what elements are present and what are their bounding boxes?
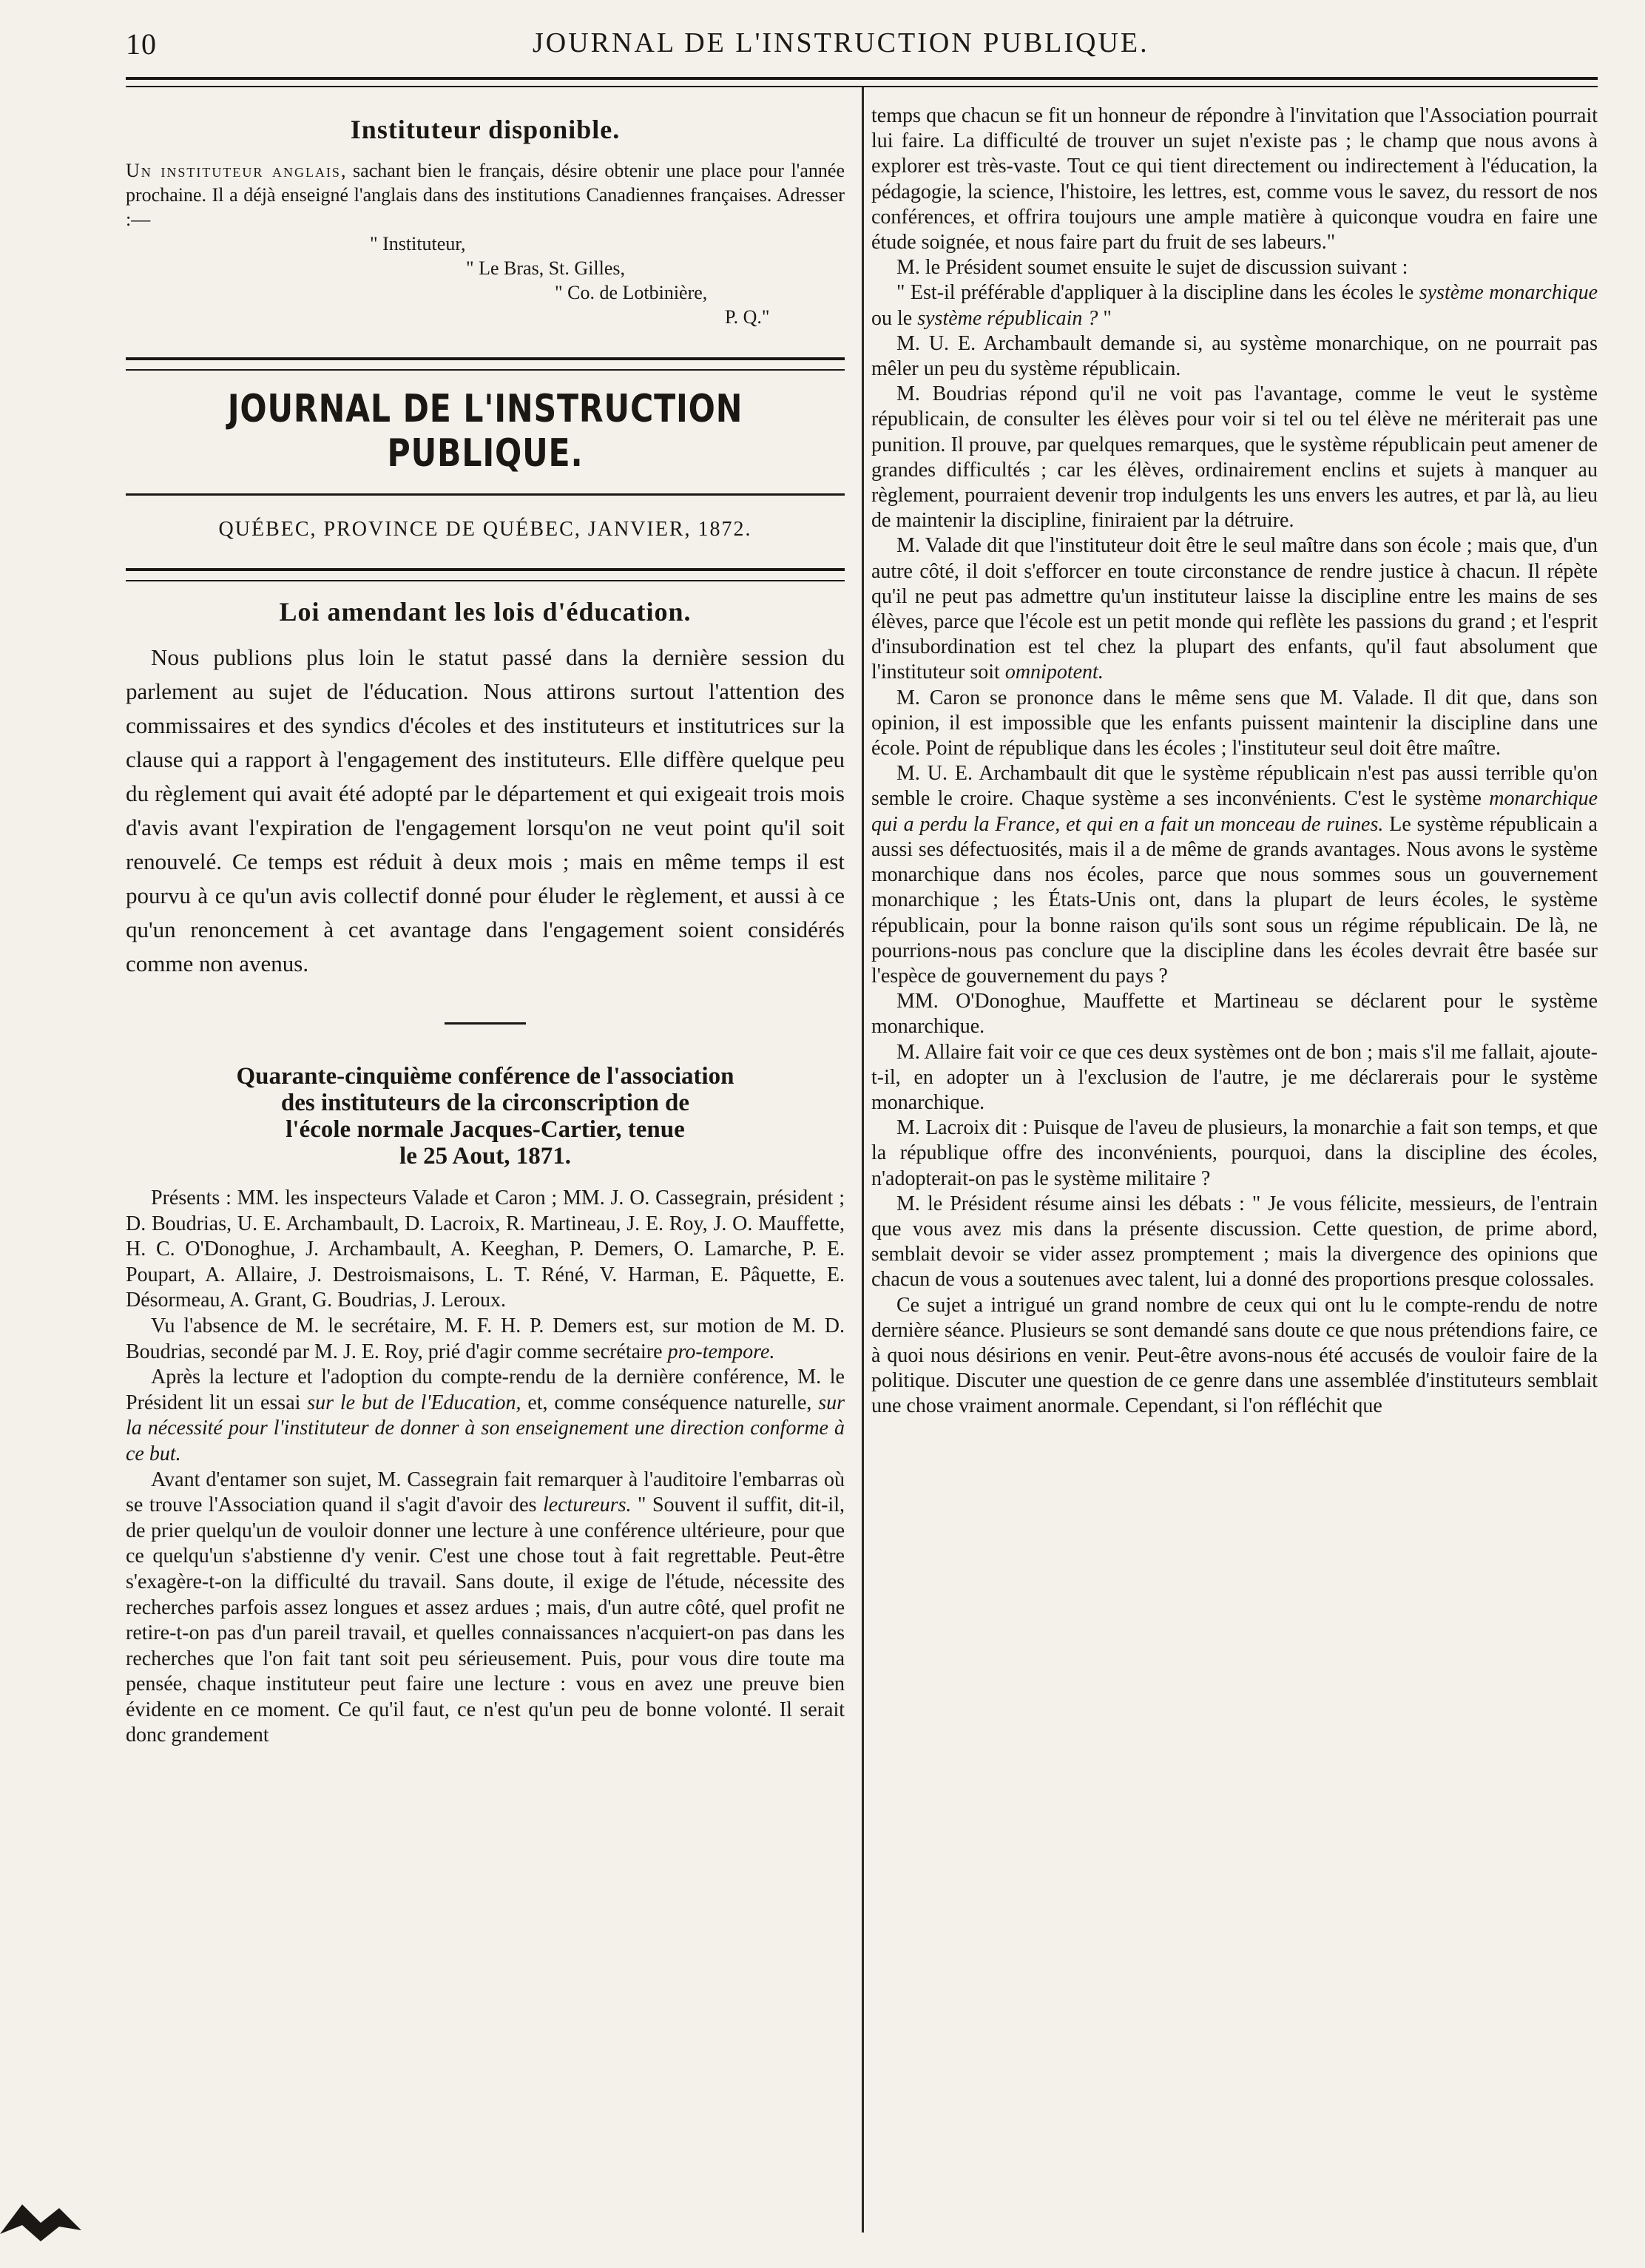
notice-lead: Un instituteur anglais <box>126 160 341 181</box>
allaire-paragraph: M. Allaire fait voir ce que ces deux systèmes ont de bon ; mais s'il me fallait, ajoute-t-il, en adopter un à l'exclusion de l'autre, je me déclarerais pour le système monarchique. <box>871 1040 1598 1114</box>
right-column <box>871 104 1598 1420</box>
notice-body <box>126 158 845 232</box>
notice-address-line: " Instituteur, <box>370 233 466 254</box>
discussion-question <box>871 280 1598 331</box>
archambault-paragraph: M. U. E. Archambault demande si, au système monarchique, on ne pourrait pas mêler un peu du système républicain. <box>871 331 1598 381</box>
dateline: QUÉBEC, PROVINCE DE QUÉBEC, JANVIER, 1872. <box>218 518 752 541</box>
italic-run: monarchique qui a perdu la France, et qui en a fait un monceau de ruines. <box>871 787 1598 836</box>
running-title: JOURNAL DE L'INSTRUCTION PUBLIQUE. <box>533 27 1149 58</box>
header-rule <box>126 77 1598 87</box>
text-run: " <box>1098 306 1112 330</box>
article-title: Loi amendant les lois d'éducation. <box>279 597 692 627</box>
masthead-rule-top <box>126 357 845 371</box>
president-remarks-paragraph <box>126 1468 845 1749</box>
text-run: M. U. E. Archambault dit que le système républicain n'est pas aussi terrible qu'on semble le croire. Chaque système a ses inconvénients. C'est le système <box>871 762 1598 811</box>
continued-paragraph: temps que chacun se fit un honneur de répondre à l'invitation que l'Association pourrait lui faire. La difficulté de trouver un sujet n'existe pas ; le champ que nous avons à explorer est très-vaste. Tout ce qui tient directement ou indirectement à l'éducation, la pédagogie, la science, l'histoire, les lettres, est, comme vous le savez, du ressort de nos conférences, et offrira toujours une ample matière à quiconque voudra en faire une étude soignée, et nous faire part du fruit de ses labeurs." <box>871 104 1598 254</box>
lacroix-paragraph: M. Lacroix dit : Puisque de l'aveu de plusieurs, la monarchie a fait son temps, et que la république offre des inconvénients, pourquoi, dans la discipline des écoles, n'adopterait-on pas le système militaire ? <box>871 1116 1598 1190</box>
italic-run: pro-tempore. <box>667 1340 775 1363</box>
text-run: " Souvent il suffit, dit-il, de prier quelqu'un de vouloir donner une lecture à une conférence ultérieure, pour que ce quelqu'un s'abstienne d'y venir. C'est une chose tout à fait regrettable. Peut-être s'exagère-t-on la difficulté du travail. Sans doute, il exige de l'étude, nécessite des recherches parfois assez longues et assez ardues ; mais, d'un autre côté, quel profit ne retire-t-on pas d'un pareil travail, et quelles connaissances n'acquiert-on pas dans les recherches que l'on fait tant soit peu sérieusement. Puis, pour vous dire toute ma pensée, chaque instituteur peut faire une lecture : vous en avez une preuve bien évidente en ce moment. Ce qu'il faut, ce n'est qu'un peu de bonne volonté. Il serait donc grandement <box>126 1494 845 1747</box>
conference-title <box>126 1063 845 1170</box>
closing-paragraph: Ce sujet a intrigué un grand nombre de ceux qui ont lu le compte-rendu de notre dernière séance. Plusieurs se sont demandé sans doute ce que nous prétendions faire, ce à quoi nous désirions en venir. Peut-être avons-nous été accusés de vouloir faire de la politique. Discuter une question de ce genre dans une assemblée d'instituteurs semblait une chose vraiment anormale. Cependant, si l'on réfléchit que <box>871 1293 1598 1418</box>
text-run: Le système républicain a aussi ses défectuosités, mais il a de même de grands avantages. Nous avons le système monarchique dans nos écoles, parce que nous sommes sous un gouvernement monarchique ; les États-Unis ont, dans la plupart de leurs écoles, le système républicain, pour la bonne raison qu'ils sont sous un régime républicain. De là, ne pourrions-nous pas conclure que la discipline dans les écoles devrait être basée sur l'espèce de gouvernement du pays ? <box>871 812 1598 988</box>
text-run: Vu l'absence de M. le secrétaire, M. F. H. P. Demers est, sur motion de M. D. Boudrias, secondé par M. J. E. Roy, prié d'agir comme secrétaire <box>126 1314 845 1363</box>
section-divider <box>445 1022 526 1025</box>
notice-title: Instituteur disponible. <box>350 115 621 144</box>
article-paragraph: Nous publions plus loin le statut passé dans la dernière session du parlement au sujet de l'éducation. Nous attirons surtout l'attention des commissaires et des syndics d'écoles et des instituteurs et institutrices sur la clause qui a rapport à l'engagement des instituteurs. Elle diffère quelque peu du règlement qui avait été adopté par le département et qui exigeait trois mois d'avis avant l'expiration de l'engagement lorsqu'on ne veut point qu'il soit renouvelé. Ce temps est réduit à deux mois ; mais en même temps il est pourvu à ce qu'un avis collectif donné pour éluder le règlement, et aussi à ce qu'un renoncement à cet avantage dans l'engagement soient considérés comme non avenus. <box>126 644 845 976</box>
conference-title-line: le 25 Aout, 1871. <box>399 1143 571 1170</box>
notice-address-line: P. Q." <box>725 306 770 328</box>
left-column <box>126 104 845 1749</box>
secretary-paragraph <box>126 1314 845 1365</box>
page-number: 10 <box>126 27 157 61</box>
discussion-intro: M. le Président soumet ensuite le sujet de discussion suivant : <box>896 256 1408 280</box>
text-run: Avant d'entamer son sujet, M. Cassegrain fait remarquer à l'auditoire l'embarras où se trouve l'Association quand il s'agit d'avoir des <box>126 1468 845 1517</box>
boudrias-paragraph: M. Boudrias répond qu'il ne voit pas l'avantage, comme le veut le système républicain, de consulter les élèves pour voir si tel ou tel élève ne mériterait pas une punition. Il prouve, par quelques remarques, que le système républicain peut amener de grandes difficultés ; car les élèves, ordinairement enclins et sujets à manquer au règlement, pourraient devenir trop indulgents les uns envers les autres, et par là, au lieu de maintenir la discipline, finiraient par la détruire. <box>871 382 1598 533</box>
text-run: " Est-il préférable d'appliquer à la discipline dans les écoles le <box>896 281 1419 305</box>
text-run: et, comme conséquence naturelle, <box>521 1391 819 1414</box>
notice-address-line: " Co. de Lotbinière, <box>555 282 708 303</box>
text-run: ou le <box>871 306 918 330</box>
masthead-title: JOURNAL DE L'INSTRUCTION PUBLIQUE. <box>227 387 743 476</box>
masthead-rule-bottom <box>126 493 845 496</box>
dateline-rule <box>126 568 845 581</box>
caron-paragraph: M. Caron se prononce dans le même sens que M. Valade. Il dit que, dans son opinion, il est impossible que les enfants puissent maintenir la discipline dans une école. Point de république dans les écoles ; l'instituteur seul doit être maître. <box>871 686 1598 760</box>
column-divider <box>862 87 864 2232</box>
italic-run: système monarchique <box>1419 281 1598 305</box>
conference-title-line: Quarante-cinquième conférence de l'association <box>236 1063 734 1090</box>
italic-run: sur la nécessité pour l'instituteur de donner à son enseignement une direction conforme à ce but. <box>126 1391 845 1465</box>
archambault-reply-paragraph <box>871 761 1598 989</box>
italic-run: système républicain ? <box>917 306 1098 330</box>
italic-run: lectureurs. <box>543 1494 632 1517</box>
italic-run: sur le but de l'Education, <box>307 1391 521 1414</box>
essay-paragraph <box>126 1365 845 1467</box>
conference-title-line: l'école normale Jacques-Cartier, tenue <box>286 1116 685 1143</box>
page-corner-mark <box>0 2190 96 2249</box>
notice-text: , sachant bien le français, désire obtenir une place pour l'année prochaine. Il a déjà enseigné l'anglais dans des institutions Canadiennes françaises. Adresser :— <box>126 160 845 230</box>
italic-run: omnipotent. <box>1004 661 1104 684</box>
text-run: M. Valade dit que l'instituteur doit être le seul maître dans son école ; mais que, d'un autre côté, il doit s'efforcer en toute circonstance de rendre justice à chacun. Il répète qu'il ne peut pas admettre qu'un instituteur laisse la discipline entre les mains de ses élèves, parce que l'école est un petit monde qui reflète les passions du grand ; et l'esprit d'insubordination est tel chez la plupart des enfants, qu'il faut absolument que l'instituteur soit <box>871 534 1598 684</box>
running-head <box>0 21 1645 65</box>
attendees-paragraph: Présents : MM. les inspecteurs Valade et Caron ; MM. J. O. Cassegrain, président ; D. Boudrias, U. E. Archambault, D. Lacroix, R. Martineau, J. E. Roy, J. O. Mauffette, H. C. O'Donoghue, J. Archambault, A. Keeghan, P. Demers, O. Lamarche, P. E. Poupart, A. Allaire, J. Destroismaisons, L. T. Réné, V. Harman, E. Pâquette, E. Désormeau, A. Grant, G. Boudrias, J. Leroux. <box>126 1187 845 1312</box>
text-run: Après la lecture et l'adoption du compte-rendu de la dernière conférence, M. le Président lit un essai <box>126 1366 845 1414</box>
valade-paragraph <box>871 533 1598 685</box>
president-summary-paragraph: M. le Président résume ainsi les débats : " Je vous félicite, messieurs, de l'entrain que vous avez mis dans la présente discussion. Cette question, de prime abord, semblait devoir se vider assez promptement ; mais la divergence des opinions que chacun de vous a soutenues avec talent, lui a donné des proportions presque colossales. <box>871 1192 1598 1292</box>
monarchists-paragraph: MM. O'Donoghue, Mauffette et Martineau se déclarent pour le système monarchique. <box>871 990 1598 1039</box>
conference-title-line: des instituteurs de la circonscription de <box>280 1090 690 1116</box>
notice-address-line: " Le Bras, St. Gilles, <box>466 257 625 279</box>
